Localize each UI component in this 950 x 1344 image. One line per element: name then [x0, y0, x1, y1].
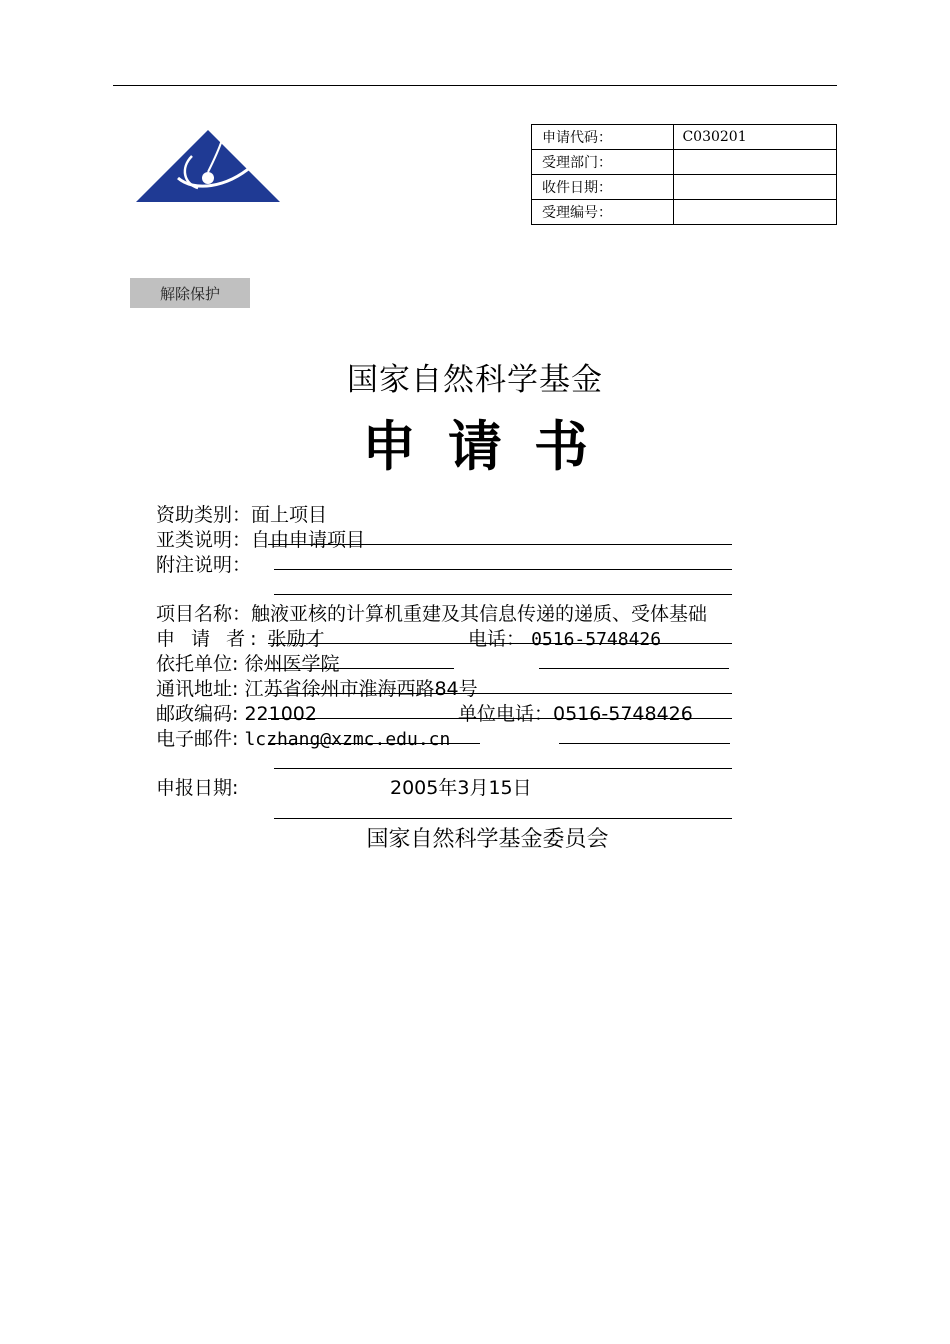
receipt-date-value — [674, 175, 837, 200]
postcode-underline — [268, 718, 732, 719]
subtype-value: 自由申请项目 — [251, 529, 366, 551]
email-value: lczhang@xzmc.edu.cn — [244, 729, 451, 750]
postcode-value: 221002 — [244, 703, 317, 725]
address-value: 江苏省徐州市淮海西路84号 — [244, 678, 478, 700]
email-underline-1 — [268, 743, 480, 744]
address-row — [156, 677, 478, 701]
date-value: 2005年3月15日 — [390, 777, 532, 799]
accepting-number-label: 受理编号： — [532, 200, 674, 225]
funding-type-row — [156, 503, 327, 527]
email-underline-2 — [559, 743, 730, 744]
footer-organization: 国家自然科学基金委员会 — [366, 827, 609, 852]
address-underline — [268, 693, 732, 694]
applicant-value: 张励才 — [267, 628, 325, 650]
project-name-label: 项目名称： — [156, 603, 252, 625]
table-row — [532, 150, 837, 175]
applicant-underline — [268, 643, 732, 644]
phone-value: 0516-5748426 — [531, 629, 662, 650]
subtype-row — [156, 528, 365, 552]
subtype-label: 亚类说明： — [156, 529, 252, 551]
funding-type-value: 面上项目 — [251, 504, 328, 526]
date-label: 申报日期: — [156, 777, 239, 799]
table-row — [532, 125, 837, 150]
unit-phone-group — [458, 702, 693, 726]
institution-row — [156, 652, 339, 676]
receipt-info-table — [531, 124, 837, 225]
note-label: 附注说明： — [156, 554, 252, 576]
applicant-label: 申 请 者: — [156, 628, 262, 650]
unit-phone-value: 0516-5748426 — [553, 703, 693, 725]
unprotect-button[interactable]: 解除保护 — [130, 278, 250, 308]
subtype-underline — [268, 544, 732, 545]
email-underline-3 — [274, 768, 732, 769]
application-code-label: 申请代码： — [532, 125, 674, 150]
unit-phone-label: 单位电话： — [458, 703, 554, 725]
project-name-row — [156, 602, 707, 626]
phone-label: 电话： — [468, 628, 526, 650]
accepting-department-label: 受理部门： — [532, 150, 674, 175]
note-underline-2 — [274, 594, 732, 595]
institution-value: 徐州医学院 — [244, 653, 340, 675]
nsfc-logo — [134, 128, 282, 206]
page-subtitle: 申请书 — [362, 415, 620, 478]
accepting-department-value — [674, 150, 837, 175]
application-code-value: C030201 — [674, 125, 837, 150]
date-underline — [274, 818, 732, 819]
institution-label: 依托单位: — [156, 653, 239, 675]
institution-underline-1 — [268, 668, 454, 669]
email-label: 电子邮件: — [156, 728, 239, 750]
postcode-row — [156, 702, 317, 726]
institution-underline-2 — [539, 668, 729, 669]
postcode-label: 邮政编码: — [156, 703, 239, 725]
top-rule — [113, 85, 837, 86]
email-row — [156, 727, 450, 752]
funding-type-label: 资助类别： — [156, 504, 252, 526]
applicant-row — [156, 627, 325, 651]
page-title: 国家自然科学基金 — [347, 362, 603, 398]
note-row — [156, 553, 251, 577]
project-name-value: 触液亚核的计算机重建及其信息传递的递质、受体基础 — [251, 603, 708, 625]
table-row — [532, 175, 837, 200]
date-row — [156, 776, 238, 800]
receipt-date-label: 收件日期： — [532, 175, 674, 200]
table-row — [532, 200, 837, 225]
note-underline-1 — [274, 569, 732, 570]
phone-group — [468, 627, 661, 652]
address-label: 通讯地址: — [156, 678, 239, 700]
accepting-number-value — [674, 200, 837, 225]
